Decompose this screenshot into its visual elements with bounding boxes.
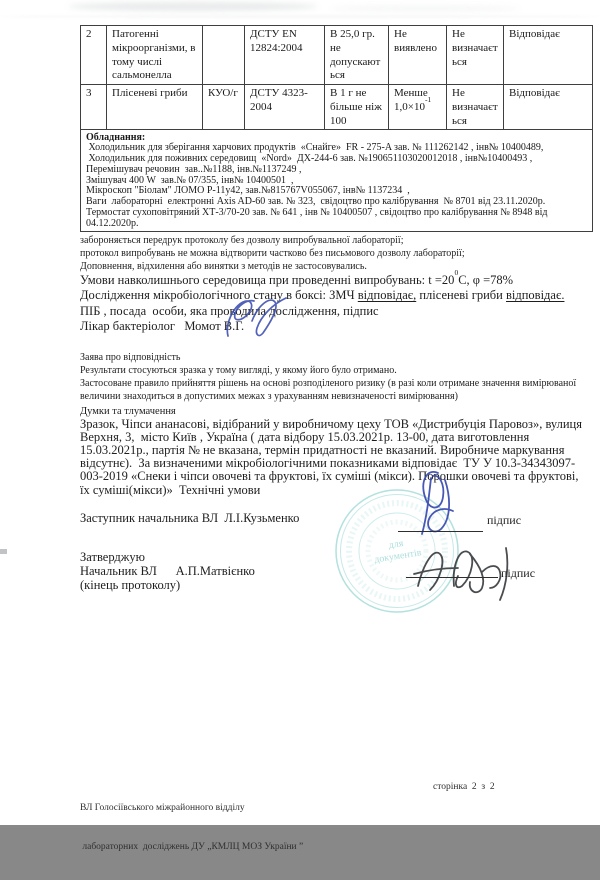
pib-line: ПІБ , посада особи, яка проводила дослідження, підпис — [80, 303, 379, 318]
protocol-end-note: (кінець протоколу) — [80, 578, 181, 592]
result-value: Менше 1,0×10 — [394, 87, 428, 113]
signature-line — [406, 577, 498, 578]
doctor-line: Лікар бактеріолог Момот В.Г. — [80, 319, 245, 334]
footer-line: ВЛ Голосіївського міжрайонного відділу — [80, 803, 245, 813]
equipment-line: Холодильник для поживних середовищ «Nord» ДХ-244-6 зав. №190651103020012018 , інв№10400493 , — [86, 153, 533, 165]
footer-organization — [80, 776, 420, 880]
table-row — [81, 26, 593, 85]
opinions-body: Зразок, Чіпси ананасові, відібраний у виробничому цеху ТОВ «Дистрибуція Паровоз», вулиця Верхня, 3, місто Київ , Україна ( дата відбору 15.03.2021р. 13-00, дата виготовлення 15.03.2021р., партія № не вказана, термін придатності не вказаний. Виробниче маркування відсутнє). За визначеними мікробіологічними показниками відповідає ТУ У 10.3-34343097-003-2019 «Снеки і чіпси овочеві та фруктові, їх суміші (мікси). Порошки овочеві та фруктові, їх суміші(мікси)» Технічні умови — [80, 416, 586, 497]
test-info-lines — [80, 268, 592, 335]
conformity-statement — [80, 351, 592, 403]
conditions-text: Умови навколишнього середовища при проведенні випробувань: t =20 — [80, 272, 455, 287]
note-line: протокол випробувань не можна відтворити частково без письмового дозволу лабораторії; — [80, 247, 465, 259]
box-state-line — [80, 288, 592, 304]
note-line: Доповнення, відхилення або винятки з методів не застосовувались. — [80, 260, 367, 272]
equipment-line: Перемішувач речовин зав..№1188, інв.№1137249 , — [86, 163, 302, 175]
scan-smudge — [330, 6, 520, 11]
cell-result: Не виявлено — [389, 26, 447, 85]
equipment-title: Обладнання: — [86, 132, 146, 144]
equipment-row — [81, 130, 593, 231]
box-state-result-1: відповідає, — [357, 288, 417, 303]
scan-smudge — [68, 2, 318, 11]
scan-smudge — [0, 15, 600, 18]
cell-result — [389, 85, 447, 130]
cell-row-number: 3 — [81, 85, 107, 130]
cell-indicator-name: Плісеневі гриби — [107, 85, 203, 130]
cell-method: ДСТУ EN 12824:2004 — [245, 26, 325, 85]
conformity-line: Застосоване правило прийняття рішень на основі розподіленого ризику (в разі коли отримане значення вимірюваної величини знаходиться в допустимих межах з урахуванням невизначеності вимірювання) — [80, 377, 577, 402]
footer-line: лабораторних досліджень ДУ „КМЛЦ МОЗ України ” — [80, 842, 304, 852]
signature-line — [398, 531, 483, 532]
conformity-line: Результати стосуються зразка у тому вигляді, у якому його було отримано. — [80, 364, 397, 376]
cell-row-number: 2 — [81, 26, 107, 85]
scan-edge-mark — [0, 549, 7, 554]
equipment-line: Холодильник для зберігання харчових продуктів «Снайге» FR - 275-A зав. № 111262142 , інв№ 10400489, — [86, 142, 544, 154]
cell-indicator-name: Патогенні мікроорганізми, в тому числі сальмонелла — [107, 26, 203, 85]
equipment-line: Ваги лабораторні електронні Axis AD-60 зав. № 323, свідоцтво про калібрування № 8701 від 23.11.2020р. — [86, 196, 546, 208]
cell-conclusion: Відповідає — [504, 26, 593, 85]
equipment-section — [81, 130, 593, 231]
table-row — [81, 85, 593, 130]
results-table — [80, 25, 593, 232]
deputy-signature — [392, 466, 484, 540]
conformity-title: Заява про відповідність — [80, 351, 181, 363]
cell-unit — [203, 26, 245, 85]
cell-uncertainty: Не визначається — [447, 26, 504, 85]
cell-uncertainty: Не визначається — [447, 85, 504, 130]
document-body — [80, 25, 592, 497]
restriction-notes — [80, 234, 592, 273]
cell-norm: В 1 г не більше ніж 100 — [325, 85, 389, 130]
box-state-text-mid: плісеневі гриби — [416, 288, 506, 303]
box-state-text: Дослідження мікробіологічного стану в боксі: ЗМЧ — [80, 288, 358, 303]
note-line: забороняється передрук протоколу без дозволу випробувальної лабораторії; — [80, 234, 404, 246]
cell-norm: В 25,0 гр. не допускаються — [325, 26, 389, 85]
conditions-text-tail: С, φ =78% — [458, 272, 514, 287]
doctor-signature — [222, 294, 294, 342]
signature-caption: підпис — [501, 566, 536, 580]
cell-unit: КУО/г — [203, 85, 245, 130]
equipment-line: Змішувач 400 W зав.№ 07/355, інв№ 10400501 , — [86, 174, 294, 186]
stamp-text-line1: для — [387, 537, 405, 552]
deputy-signature-label: Заступник начальника ВЛ Л.І.Кузьменко — [80, 511, 300, 525]
approve-label: Затверджую — [80, 550, 145, 564]
environment-conditions-line — [80, 268, 592, 289]
opinions-title: Думки та тлумачення — [80, 405, 176, 417]
cell-method: ДСТУ 4323-2004 — [245, 85, 325, 130]
cell-conclusion: Відповідає — [504, 85, 593, 130]
equipment-line: Мікроскоп "Біолам" ЛОМО Р-11у42, зав.№815767V055067, інв№ 1137234 , — [86, 185, 410, 197]
signature-caption: підпис — [487, 513, 522, 527]
box-state-result-2: відповідає. — [506, 288, 565, 303]
stamp-text-line2: документів — [373, 547, 423, 566]
page-number: сторінка 2 з 2 — [433, 782, 495, 792]
degree-superscript: 0 — [454, 268, 459, 278]
equipment-line: Термостат сухоповітряний ХТ-3/70-20 зав. № 641 , інв № 10400507 , свідоцтво про калібрування № 8948 від 04.12.2020р. — [86, 207, 550, 229]
result-exponent: -1 — [424, 95, 432, 105]
head-signature-label: Начальник ВЛ А.П.Матвієнко — [80, 564, 255, 578]
